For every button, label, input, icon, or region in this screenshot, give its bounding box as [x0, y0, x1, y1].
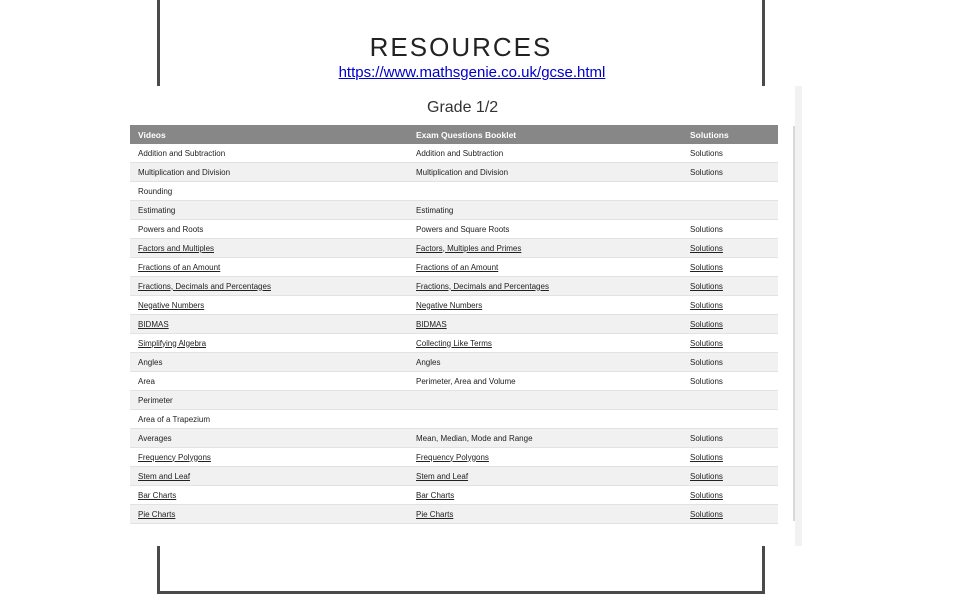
grade-title: Grade 1/2 — [427, 99, 499, 116]
video-link[interactable]: Factors and Multiples — [138, 243, 215, 253]
booklet-link[interactable]: Bar Charts — [416, 490, 455, 500]
video-link[interactable]: Area — [138, 376, 155, 386]
table-row — [130, 277, 778, 296]
solutions-link[interactable]: Solutions — [690, 148, 723, 158]
booklet-link[interactable]: Frequency Polygons — [416, 452, 489, 462]
video-link[interactable]: Pie Charts — [138, 509, 176, 519]
video-link[interactable]: Estimating — [138, 205, 176, 215]
video-link[interactable]: Simplifying Algebra — [138, 338, 207, 348]
table-row — [130, 391, 778, 410]
table-row — [130, 144, 778, 163]
solutions-link[interactable]: Solutions — [690, 471, 723, 481]
solutions-link[interactable]: Solutions — [690, 433, 723, 443]
header-exam-questions-booklet: Exam Questions Booklet — [416, 129, 517, 140]
video-link[interactable]: Perimeter — [138, 395, 173, 405]
booklet-link[interactable]: Multiplication and Division — [416, 167, 509, 177]
booklet-link[interactable]: Negative Numbers — [416, 300, 483, 310]
table-row — [130, 353, 778, 372]
table-row — [130, 448, 778, 467]
table-row — [130, 296, 778, 315]
solutions-link[interactable]: Solutions — [690, 262, 723, 272]
solutions-link[interactable]: Solutions — [690, 338, 723, 348]
table-row — [130, 334, 778, 353]
video-link[interactable]: Area of a Trapezium — [138, 414, 211, 424]
booklet-link[interactable]: Factors, Multiples and Primes — [416, 243, 522, 253]
solutions-link[interactable]: Solutions — [690, 357, 723, 367]
webpage-screenshot — [125, 86, 802, 546]
header-solutions: Solutions — [690, 129, 729, 140]
video-link[interactable]: Bar Charts — [138, 490, 177, 500]
booklet-link[interactable]: Stem and Leaf — [416, 471, 469, 481]
video-link[interactable]: Negative Numbers — [138, 300, 205, 310]
solutions-link[interactable]: Solutions — [690, 224, 723, 234]
table-body — [130, 144, 778, 524]
page-edge — [793, 126, 795, 521]
table-row — [130, 220, 778, 239]
video-link[interactable]: Fractions of an Amount — [138, 262, 221, 272]
booklet-link[interactable]: Fractions of an Amount — [416, 262, 499, 272]
video-link[interactable]: Powers and Roots — [138, 224, 204, 234]
video-link[interactable]: Multiplication and Division — [138, 167, 231, 177]
booklet-link[interactable]: Angles — [416, 357, 441, 367]
resource-link[interactable]: https://www.mathsgenie.co.uk/gcse.html — [338, 64, 606, 81]
webpage-content — [125, 86, 795, 546]
booklet-link[interactable]: Powers and Square Roots — [416, 224, 510, 234]
table-row — [130, 182, 778, 201]
solutions-link[interactable]: Solutions — [690, 167, 723, 177]
video-link[interactable]: BIDMAS — [138, 319, 169, 329]
table-row — [130, 201, 778, 220]
solutions-link[interactable]: Solutions — [690, 490, 723, 500]
table-row — [130, 163, 778, 182]
table-row — [130, 467, 778, 486]
table-row — [130, 315, 778, 334]
table-row — [130, 258, 778, 277]
booklet-link[interactable]: Fractions, Decimals and Percentages — [416, 281, 549, 291]
video-link[interactable]: Rounding — [138, 186, 173, 196]
booklet-link[interactable]: Estimating — [416, 205, 454, 215]
booklet-link[interactable]: Perimeter, Area and Volume — [416, 376, 516, 386]
booklet-link[interactable]: Pie Charts — [416, 509, 454, 519]
solutions-link[interactable]: Solutions — [690, 376, 723, 386]
table-row — [130, 486, 778, 505]
booklet-link[interactable]: BIDMAS — [416, 319, 447, 329]
video-link[interactable]: Angles — [138, 357, 163, 367]
video-link[interactable]: Averages — [138, 433, 172, 443]
video-link[interactable]: Stem and Leaf — [138, 471, 191, 481]
video-link[interactable]: Fractions, Decimals and Percentages — [138, 281, 271, 291]
table-row — [130, 505, 778, 524]
video-link[interactable]: Addition and Subtraction — [138, 148, 226, 158]
booklet-link[interactable]: Addition and Subtraction — [416, 148, 504, 158]
table-header — [130, 125, 778, 144]
table-row — [130, 410, 778, 429]
booklet-link[interactable]: Collecting Like Terms — [416, 338, 492, 348]
solutions-link[interactable]: Solutions — [690, 319, 723, 329]
header-videos: Videos — [138, 129, 166, 140]
table-row — [130, 372, 778, 391]
solutions-link[interactable]: Solutions — [690, 452, 723, 462]
solutions-link[interactable]: Solutions — [690, 281, 723, 291]
solutions-link[interactable]: Solutions — [690, 509, 723, 519]
solutions-link[interactable]: Solutions — [690, 243, 723, 253]
table-row — [130, 429, 778, 448]
slide-title: RESOURCES — [369, 32, 553, 62]
resources-table — [130, 125, 778, 524]
booklet-link[interactable]: Mean, Median, Mode and Range — [416, 433, 533, 443]
solutions-link[interactable]: Solutions — [690, 300, 723, 310]
table-row — [130, 239, 778, 258]
video-link[interactable]: Frequency Polygons — [138, 452, 211, 462]
